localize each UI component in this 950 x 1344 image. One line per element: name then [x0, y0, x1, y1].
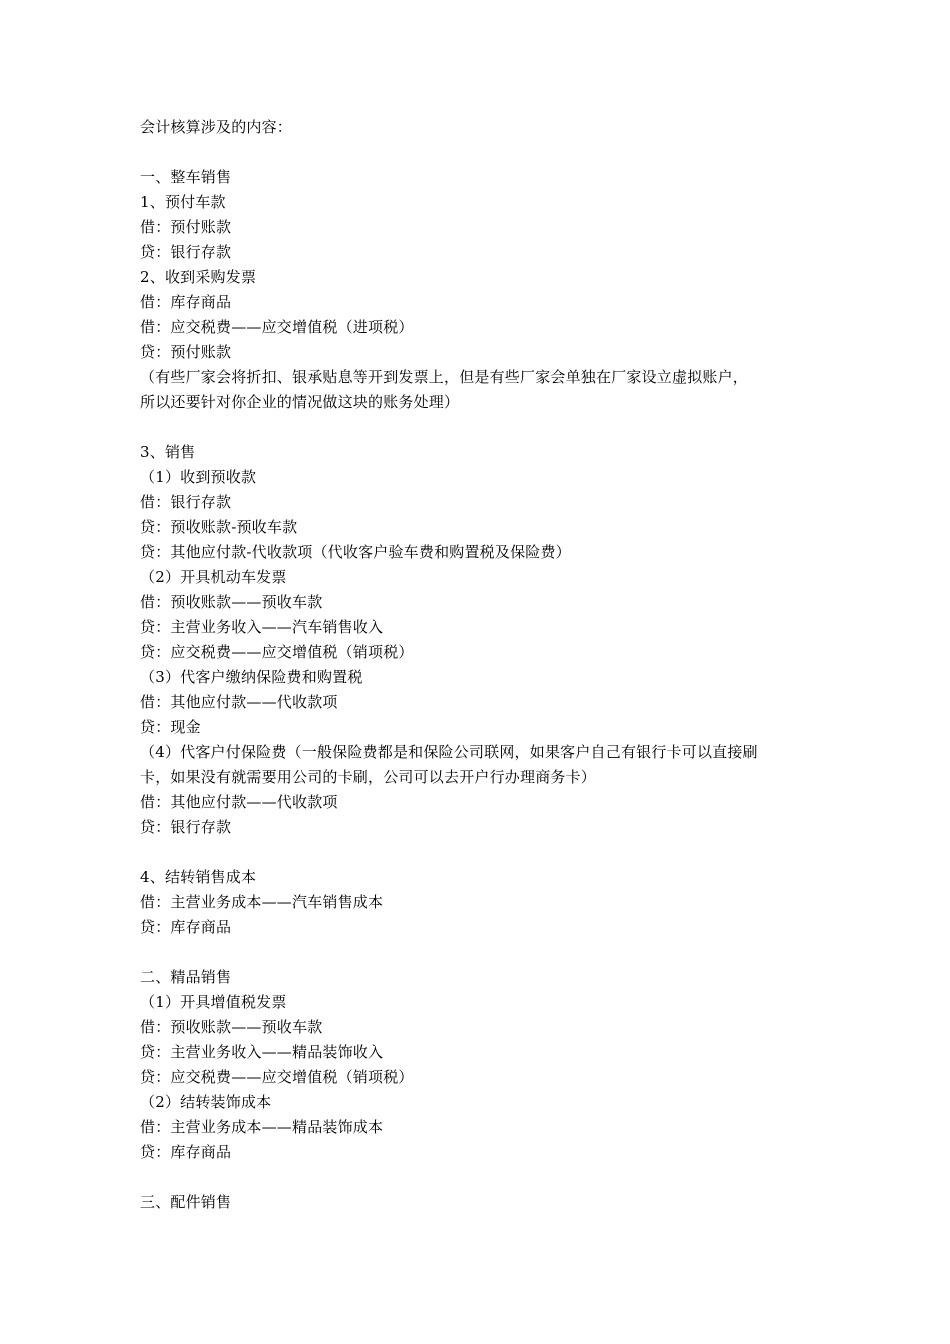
journal-entry-line: 贷：其他应付款-代收款项（代收客户验车费和购置税及保险费） — [140, 543, 571, 561]
section-heading: 二、精品销售 — [140, 968, 232, 986]
journal-entry-line: 借：库存商品 — [140, 293, 232, 311]
journal-entry-line: 贷：银行存款 — [140, 243, 232, 261]
journal-entry-line: 贷：主营业务收入——精品装饰收入 — [140, 1043, 384, 1061]
journal-entry-line: 借：预收账款——预收车款 — [140, 1018, 323, 1036]
journal-entry-line: 借：应交税费——应交增值税（进项税） — [140, 318, 414, 336]
journal-entry-line: 借：主营业务成本——精品装饰成本 — [140, 1118, 384, 1136]
journal-entry-line: 借：银行存款 — [140, 493, 232, 511]
subsection-heading: 2、收到采购发票 — [140, 268, 257, 286]
doc-heading: 会计核算涉及的内容： — [140, 118, 293, 136]
section-heading: 一、整车销售 — [140, 168, 232, 186]
section-heading: 三、配件销售 — [140, 1193, 232, 1211]
journal-entry-line: 贷：主营业务收入——汽车销售收入 — [140, 618, 384, 636]
note-line: 卡，如果没有就需要用公司的卡刷，公司可以去开户行办理商务卡） — [140, 768, 597, 786]
journal-entry-line: 贷：银行存款 — [140, 818, 232, 836]
note-line: 所以还要针对你企业的情况做这块的账务处理） — [140, 393, 460, 411]
journal-entry-line: 贷：库存商品 — [140, 1143, 232, 1161]
blank-line — [140, 140, 820, 165]
journal-entry-line: 借：预付账款 — [140, 218, 232, 236]
journal-entry-line: 借：主营业务成本——汽车销售成本 — [140, 893, 384, 911]
blank-line — [140, 940, 820, 965]
step-heading: （2）开具机动车发票 — [140, 568, 287, 586]
subsection-heading: 3、销售 — [140, 443, 196, 461]
step-heading: （1）收到预收款 — [140, 468, 257, 486]
journal-entry-line: 贷：预付账款 — [140, 343, 232, 361]
step-heading: （4）代客户付保险费（一般保险费都是和保险公司联网，如果客户自己有银行卡可以直接刷 — [140, 743, 758, 761]
journal-entry-line: 借：其他应付款——代收款项 — [140, 793, 338, 811]
subsection-heading: 1、预付车款 — [140, 193, 226, 211]
blank-line — [140, 840, 820, 865]
journal-entry-line: 贷：现金 — [140, 718, 201, 736]
step-heading: （2）结转装饰成本 — [140, 1093, 272, 1111]
blank-line — [140, 415, 820, 440]
journal-entry-line: 借：其他应付款——代收款项 — [140, 693, 338, 711]
note-line: （有些厂家会将折扣、银承贴息等开到发票上，但是有些厂家会单独在厂家设立虚拟账户， — [140, 368, 749, 386]
document-body — [140, 115, 820, 1215]
journal-entry-line: 贷：预收账款-预收车款 — [140, 518, 298, 536]
subsection-heading: 4、结转销售成本 — [140, 868, 257, 886]
journal-entry-line: 贷：应交税费——应交增值税（销项税） — [140, 643, 414, 661]
blank-line — [140, 1165, 820, 1190]
journal-entry-line: 借：预收账款——预收车款 — [140, 593, 323, 611]
step-heading: （1）开具增值税发票 — [140, 993, 287, 1011]
journal-entry-line: 贷：库存商品 — [140, 918, 232, 936]
journal-entry-line: 贷：应交税费——应交增值税（销项税） — [140, 1068, 414, 1086]
step-heading: （3）代客户缴纳保险费和购置税 — [140, 668, 363, 686]
